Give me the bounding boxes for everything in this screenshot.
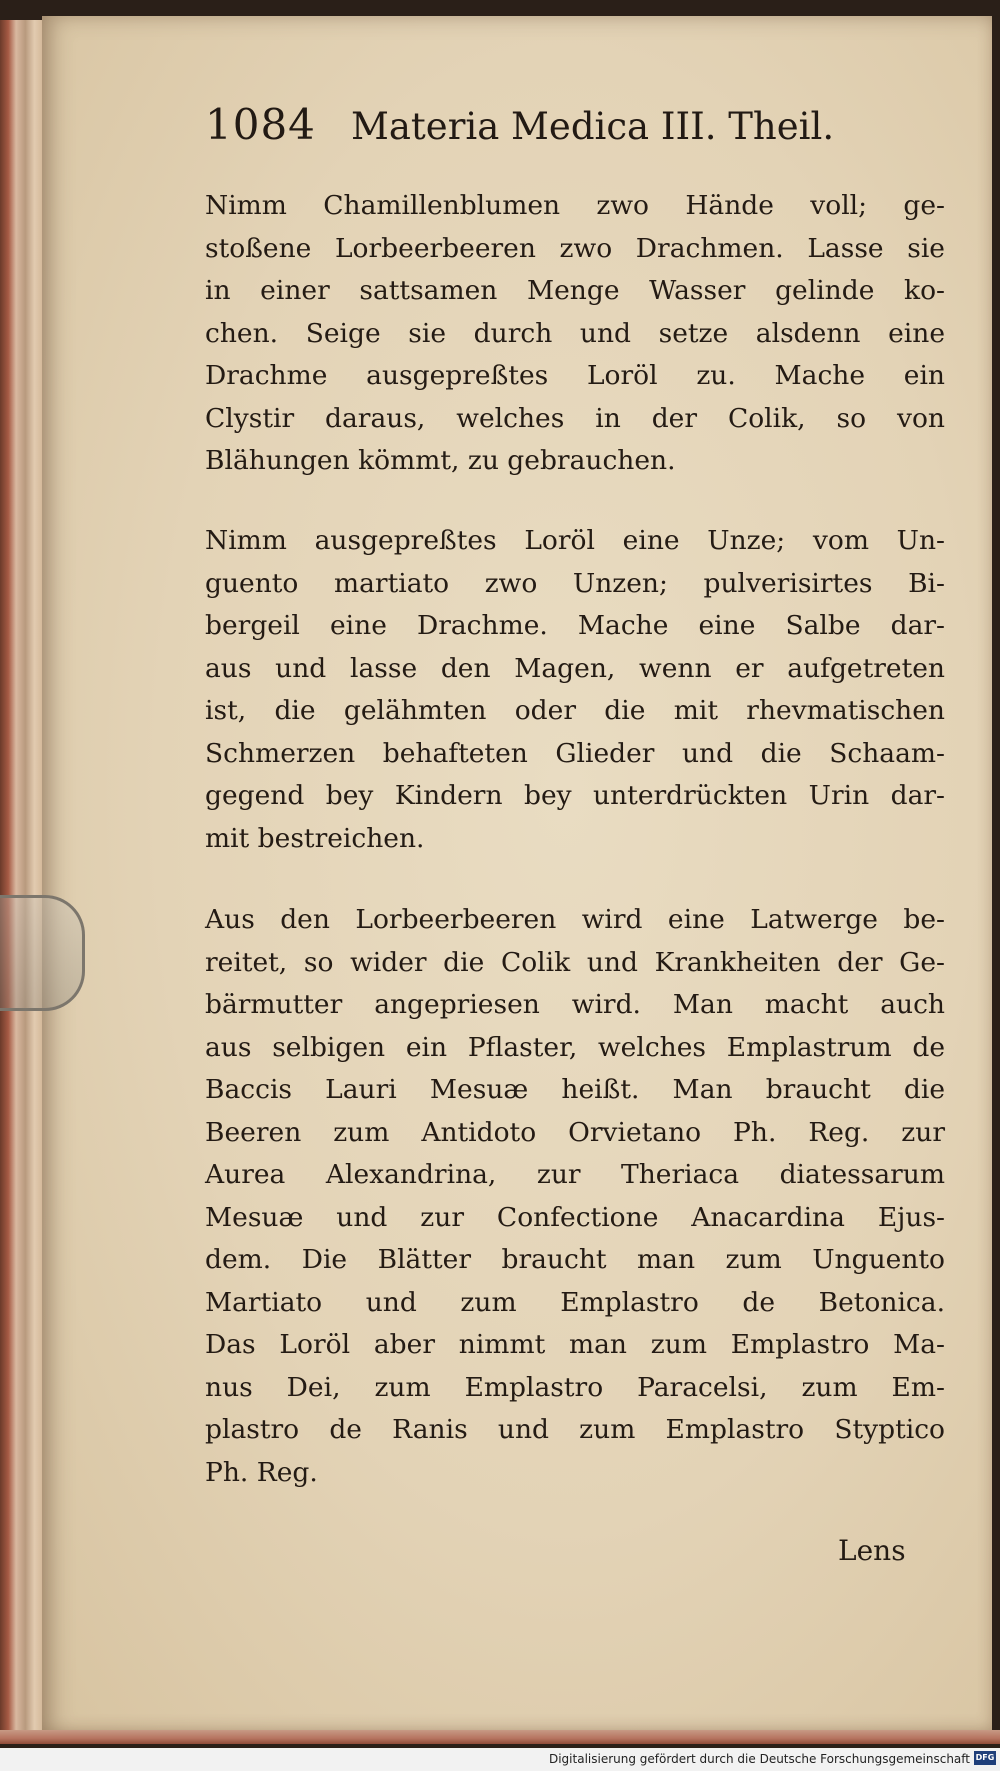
text-line: gegend bey Kindern bey unterdrückten Urin dar-	[205, 780, 945, 811]
book-spine-edge	[0, 20, 46, 1735]
funding-credit: Digitalisierung gefördert durch die Deutsche Forschungsgemeinschaft	[548, 1752, 970, 1766]
text-line: Nimm ausgepreßtes Loröl eine Unze; vom Un-	[205, 525, 945, 556]
page-number: 1084	[205, 100, 316, 149]
paragraph-3	[205, 899, 945, 1494]
text-line: dem. Die Blätter braucht man zum Unguento	[205, 1244, 945, 1275]
text-line: Nimm Chamillenblumen zwo Hände voll; ge-	[205, 190, 945, 221]
text-line: Schmerzen behafteten Glieder und die Schaam-	[205, 737, 945, 769]
text-line: Ph. Reg.	[205, 1456, 318, 1488]
text-line: plastro de Ranis und zum Emplastro Styptico	[205, 1414, 945, 1445]
text-line: aus und lasse den Magen, wenn er aufgetreten	[205, 652, 945, 684]
text-line: Baccis Lauri Mesuæ heißt. Man braucht die	[205, 1074, 945, 1105]
text-line: Clystir daraus, welches in der Colik, so von	[205, 402, 945, 434]
text-line: Blähungen kömmt, zu gebrauchen.	[205, 445, 676, 476]
paragraph-1	[205, 185, 945, 483]
text-line: Mesuæ und zur Confectione Anacardina Ejus-	[205, 1201, 945, 1233]
text-line: bärmutter angepriesen wird. Man macht auch	[205, 989, 945, 1020]
page-header	[205, 100, 945, 149]
text-line: ist, die gelähmten oder die mit rhevmatischen	[205, 695, 945, 726]
running-title: Materia Medica III. Theil.	[350, 105, 835, 148]
text-line: Aurea Alexandrina, zur Theriaca diatessarum	[205, 1159, 945, 1190]
text-line: guento martiato zwo Unzen; pulverisirtes Bi-	[205, 567, 945, 599]
page-holder-clip	[0, 895, 85, 1011]
text-line: reitet, so wider die Colik und Krankheiten der Ge-	[205, 946, 945, 978]
catchword: Lens	[838, 1534, 906, 1567]
text-line: bergeil eine Drachme. Mache eine Salbe dar-	[205, 610, 945, 641]
text-line: Drachme ausgepreßtes Loröl zu. Mache ein	[205, 360, 945, 391]
paragraph-2	[205, 520, 945, 860]
text-line: Aus den Lorbeerbeeren wird eine Latwerge be-	[205, 904, 945, 935]
text-line: Martiato und zum Emplastro de Betonica.	[205, 1286, 945, 1318]
dfg-logo-icon: DFG	[974, 1751, 996, 1765]
text-line: mit bestreichen.	[205, 822, 425, 854]
text-line: Beeren zum Antidoto Orvietano Ph. Reg. zur	[205, 1116, 945, 1148]
text-line: Das Loröl aber nimmt man zum Emplastro Ma-	[205, 1329, 945, 1360]
text-line: aus selbigen ein Pflaster, welches Emplastrum de	[205, 1031, 945, 1063]
text-line: in einer sattsamen Menge Wasser gelinde ko-	[205, 275, 945, 306]
text-line: nus Dei, zum Emplastro Paracelsi, zum Em-	[205, 1371, 945, 1403]
book-bottom-edge	[0, 1730, 1000, 1744]
text-line: chen. Seige sie durch und setze alsdenn eine	[205, 317, 945, 349]
text-line: stoßene Lorbeerbeeren zwo Drachmen. Lasse sie	[205, 232, 945, 264]
